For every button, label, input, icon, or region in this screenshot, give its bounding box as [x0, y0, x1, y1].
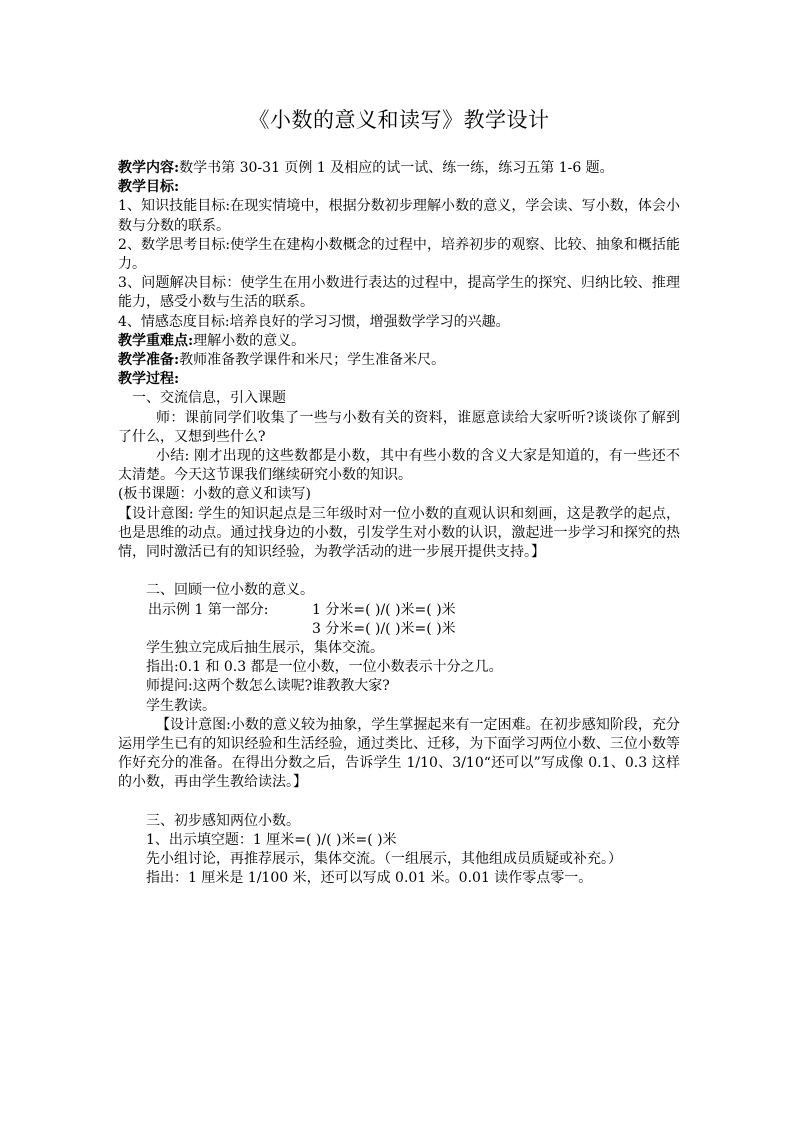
goal-item-4: 4、情感态度目标:培养良好的学习习惯，增强数学学习的兴趣。 [118, 313, 510, 330]
section-2-intent: 【设计意图:小数的意义较为抽象，学生掌握起来有一定困难。在初步感知阶段，充分运用学生已有的知识经验和生活经验，通过类比、迁移，为下面学习两位小数、三位小数等作好充分的准备。在得出分数之后，告诉学生 1/10、3/10“还可以”写成像 0.1、0.3 这样的小数，再由学生教给读法。】 [118, 716, 680, 791]
example-spacer [118, 620, 312, 639]
section-2-line-3: 师提问:这两个数怎么读呢?谁教教大家? [146, 678, 390, 695]
equation-2: 3 分米=( )/( )米=( )米 [312, 620, 456, 637]
key-point-text: 理解小数的意义。 [193, 332, 306, 349]
section-1-teacher: 师：课前同学们收集了一些与小数有关的资料，谁愿意读给大家听听?谈谈你了解到了什么，又想到些什么? [118, 409, 680, 445]
section-2-line-1: 学生独立完成后抽生展示，集体交流。 [146, 640, 384, 657]
section-2-line-2: 指出:0.1 和 0.3 都是一位小数，一位小数表示十分之几。 [146, 659, 503, 676]
key-point [118, 332, 680, 351]
blank-line [118, 793, 680, 812]
key-point-label: 教学重难点: [118, 332, 194, 349]
section-1-board: (板书课题：小数的意义和读写) [118, 486, 311, 503]
teaching-prep [118, 351, 680, 370]
teaching-process-label: 教学过程: [118, 371, 180, 388]
document-body [118, 159, 680, 889]
equation-1: 1 分米=( )/( )米=( )米 [312, 601, 456, 618]
section-3-item-1: 1、出示填空题：1 厘米=( )/( )米=( )米 [146, 832, 397, 849]
teaching-prep-text: 教师准备教学课件和米尺；学生准备米尺。 [179, 352, 446, 369]
goal-item-1: 1、知识技能目标:在现实情境中，根据分数初步理解小数的意义，学会读、写小数，体会小数与分数的联系。 [118, 198, 680, 234]
teaching-goals-label: 教学目标: [118, 179, 180, 196]
example-label: 出示例 1 第一部分: [148, 601, 269, 618]
section-1-heading: 一、交流信息，引入课题 [132, 390, 286, 407]
section-1-intent: 【设计意图: 学生的知识起点是三年级时对一位小数的直观认识和刻画，这是教学的起点，也是思维的动点。通过找身边的小数，引发学生对小数的认识，激起进一步学习和探究的热情，同时激活已有的知识经验，为教学活动的进一步展开提供支持。】 [118, 505, 680, 561]
example-row-2 [118, 620, 680, 639]
section-2-line-4: 学生教读。 [146, 697, 216, 714]
blank-line [118, 562, 680, 581]
goal-item-3: 3、问题解决目标：使学生在用小数进行表达的过程中，提高学生的探究、归纳比较、推理能力，感受小数与生活的联系。 [118, 275, 680, 311]
teaching-content-text: 数学书第 30-31 页例 1 及相应的试一试、练一练，练习五第 1-6 题。 [179, 160, 614, 176]
teaching-content [118, 159, 680, 178]
section-3-point: 指出：1 厘米是 1/100 米，还可以写成 0.01 米。0.01 读作零点零一。 [146, 870, 593, 887]
section-3-discuss: 先小组讨论，再推荐展示，集体交流。（一组展示，其他组成员质疑或补充。） [146, 851, 622, 868]
example-row-1 [118, 601, 680, 620]
section-1-summary: 小结: 刚才出现的这些数都是小数，其中有些小数的含义大家是知道的，有一些还不太清楚。今天这节课我们继续研究小数的知识。 [118, 448, 680, 484]
goal-item-2: 2、数学思考目标:使学生在建构小数概念的过程中，培养初步的观察、比较、抽象和概括能力。 [118, 236, 680, 273]
document-title: 《小数的意义和读写》教学设计 [248, 108, 550, 132]
teaching-content-label: 教学内容: [118, 160, 180, 176]
section-2-heading: 二、回顾一位小数的意义。 [146, 582, 314, 599]
teaching-prep-label: 教学准备: [118, 352, 180, 369]
section-3-heading: 三、初步感知两位小数。 [146, 812, 300, 829]
